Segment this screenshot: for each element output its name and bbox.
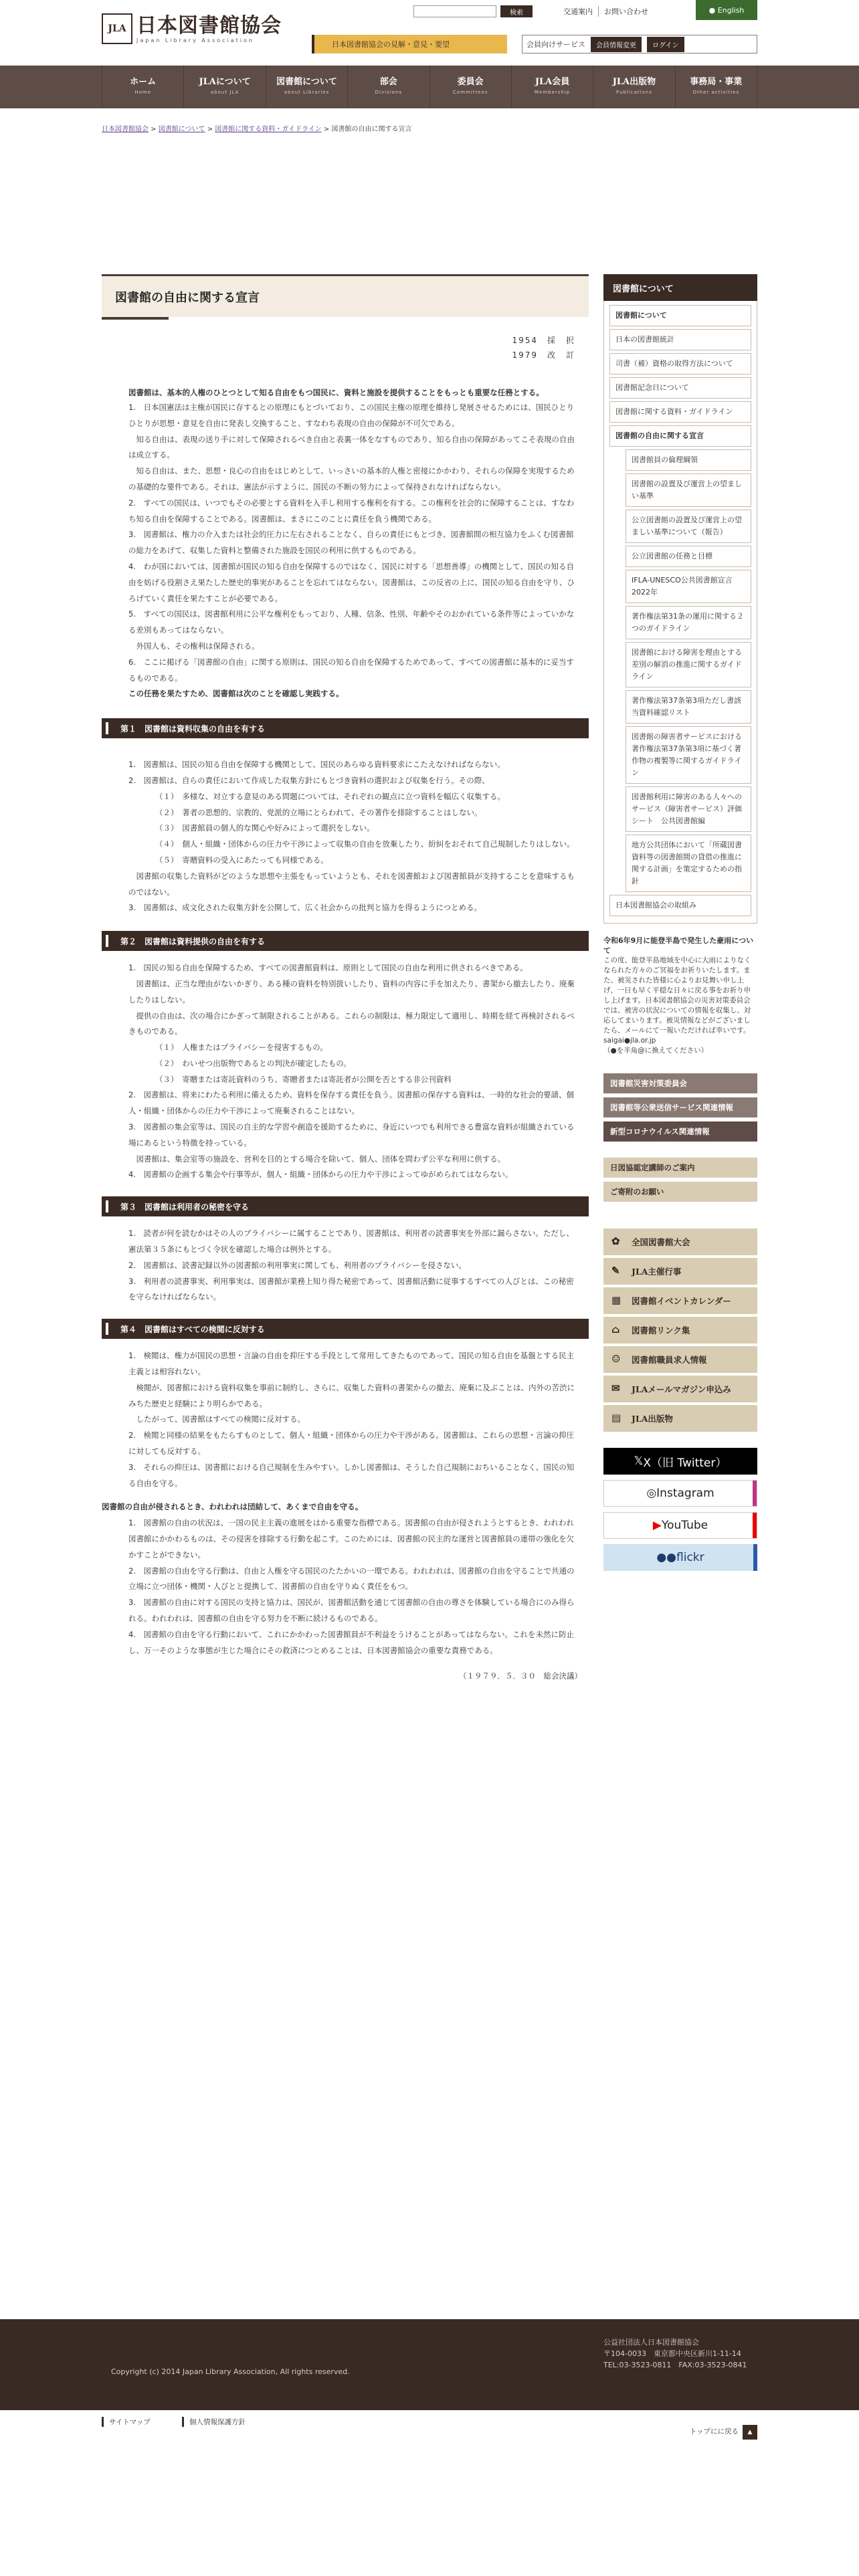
contact-link[interactable]: お問い合わせ (598, 6, 654, 17)
youtube-icon: ▶ (652, 1519, 662, 1532)
section-heading: 第４ 図書館はすべての検閲に反対する (102, 1319, 589, 1339)
side-banner[interactable]: 新型コロナウイルス関連情報 (603, 1121, 757, 1142)
breadcrumb (102, 123, 757, 134)
sidebar-item[interactable]: 著作権法第37条第3項ただし書該当資料確認リスト (626, 690, 751, 724)
sns-label: X（旧 Twitter） (643, 1456, 727, 1470)
x-logo-icon: 𝕏 (634, 1455, 644, 1468)
search-input[interactable] (413, 5, 496, 17)
declaration-lead: 図書館は、基本的人権のひとつとして知る自由をもつ国民に、資料と施設を提供することをもっとも重要な任務とする。 (128, 388, 544, 397)
gnav-label: JLAについて (199, 77, 251, 87)
ribbon-icon: ✿ (611, 1235, 620, 1247)
flickr-icon: ●● (656, 1551, 677, 1564)
opinion-banner[interactable] (312, 35, 507, 53)
sidebar-item[interactable]: 図書館に関する資料・ガイドライン (609, 401, 751, 423)
sidebar-item[interactable]: 公立図書館の任務と目標 (626, 546, 751, 567)
gnav-label: ホーム (130, 77, 157, 87)
sidebar-item[interactable]: 公立図書館の設置及び運営上の望ましい基準について（報告） (626, 510, 751, 543)
gnav-sublabel: Other activities (692, 90, 740, 95)
footer-address (603, 2337, 747, 2371)
section-paragraph: 2. 図書館は、読書記録以外の図書館の利用事実に関しても、利用者のプライバシーを侵さない。 (128, 1260, 466, 1270)
pagetop-link[interactable] (690, 2425, 757, 2440)
side-banner[interactable]: ご寄附のお願い (603, 1182, 757, 1202)
gnav-item-4[interactable] (430, 66, 511, 108)
gnav-item-0[interactable] (102, 66, 183, 108)
side-link-1[interactable] (603, 1258, 757, 1285)
sidebar-item[interactable]: 図書館について (609, 305, 751, 326)
gnav-label: 部会 (379, 77, 397, 87)
flickr-link[interactable] (603, 1544, 757, 1571)
side-link-4[interactable] (603, 1346, 757, 1373)
closing-list (115, 1515, 578, 1658)
side-banner[interactable]: 日図協認定講師のご案内 (603, 1158, 757, 1178)
section-body (115, 1348, 578, 1491)
side-banner[interactable]: 図書館災害対策委員会 (603, 1073, 757, 1093)
closing-lead-text: 図書館の自由が侵されるとき、われわれは団結して、あくまで自由を守る。 (102, 1502, 363, 1512)
search-form (413, 5, 533, 17)
closing-lead (102, 1499, 589, 1515)
adoption-dates (102, 333, 589, 362)
utility-links (558, 6, 654, 17)
preamble-paragraph: 1. 日本国憲法は主権が国民に存するとの原理にもとづいており、この国民主権の原理を維持し発展させるためには、国民ひとりひとりが思想・意見を自由に発表し交換すること、すなわち表現の自由の保障が不可欠である。 (128, 403, 575, 428)
footer-tel: TEL:03-3523-0811 FAX:03-3523-0841 (603, 2361, 747, 2369)
preamble-paragraph: 3. 図書館は、権力の介入または社会的圧力に左右されることなく、自らの責任にもとづき、図書館間の相互協力をふくむ図書館の総力をあげて、収集した資料と整備された施設を国民の利用に供するものである。 (128, 530, 574, 556)
copyright: Copyright (c) 2014 Japan Library Association, All rights reserved. (111, 2367, 350, 2376)
quake-mail: saigai●jla.or.jp (603, 1037, 656, 1045)
section-paragraph: 提供の自由は、次の場合にかぎって制限されることがある。これらの制限は、極力限定して適用し、時期を経て再検討されるべきものである。 (128, 1010, 575, 1037)
gnav-sublabel: Committees (452, 90, 488, 95)
page-title: 図書館の自由に関する宣言 (102, 274, 589, 317)
sidebar-item[interactable]: 日本図書館協会の取組み (609, 895, 751, 916)
logo-title: 日本図書館協会 (136, 13, 282, 37)
sidebar-item[interactable]: 図書館の設置及び運営上の望ましい基準 (626, 473, 751, 507)
side-link-label: JLAメールマガジン申込み (632, 1384, 731, 1394)
sns-accent-bar (753, 1448, 757, 1475)
person-icon: ☺ (611, 1353, 621, 1365)
footer-links (102, 2409, 757, 2436)
side-link-label: JLA出版物 (632, 1414, 673, 1424)
quake-notice (603, 936, 757, 1056)
side-link-label: 図書館リンク集 (632, 1325, 690, 1335)
gnav-label: 委員会 (457, 77, 484, 87)
globe-icon: ● (708, 5, 718, 15)
side-link-5[interactable] (603, 1376, 757, 1402)
gnav-label: JLA出版物 (612, 77, 656, 87)
sns-accent-bar (753, 1481, 757, 1506)
gnav-sublabel: about Libraries (284, 90, 330, 95)
logo-mark: JLA (102, 13, 132, 44)
side-link-label: JLA主催行事 (632, 1267, 682, 1277)
gnav-item-6[interactable] (593, 66, 674, 108)
section-paragraph: 図書館は、集会室等の施設を、営利を目的とする場合を除いて、個人、団体を問わず公平な利用に供する。 (128, 1154, 506, 1164)
side-link-label: 全国図書館大会 (632, 1237, 690, 1247)
preamble-paragraph: 6. ここに掲げる「図書館の自由」に関する原則は、国民の知る自由を保障するためであって、すべての図書館に基本的に妥当するものである。 (128, 657, 574, 683)
sns-label: YouTube (661, 1519, 708, 1532)
gnav-item-2[interactable] (266, 66, 347, 108)
side-link-2[interactable] (603, 1287, 757, 1314)
section-paragraph: 2. 検閲と同様の結果をもたらすものとして、個人・組織・団体からの圧力や干渉がある。図書館は、これらの思想・言論の抑圧に対しても反対する。 (128, 1430, 575, 1457)
sitemap-link[interactable]: サイトマップ (102, 2417, 151, 2427)
section-subitem: （２） 著者の思想的、宗教的、党派的立場にとらわれて、その著作を排除することはしない。 (155, 807, 482, 817)
title-underline (102, 317, 169, 320)
section-heading: 第３ 図書館は利用者の秘密を守る (102, 1196, 589, 1216)
gnav-item-3[interactable] (347, 66, 429, 108)
preamble-paragraph: 2. すべての国民は、いつでもその必要とする資料を入手し利用する権利を有する。この権利を社会的に保障することは、すなわち知る自由を保障することである。図書館は、まさにこのことに責任を負う機関である。 (128, 498, 575, 524)
footer-addr: 〒104-0033 東京都中央区新川1-11-14 (603, 2349, 741, 2358)
preamble-paragraph: 5. すべての国民は、図書館利用に公平な権利をもっており、人種、信条、性別、年齢やそのおかれている条件等によっていかなる差別もあってはならない。 (128, 609, 575, 635)
site-header (102, 0, 757, 66)
gnav-label: JLA会員 (535, 77, 570, 87)
quake-title[interactable]: 令和6年9月に能登半島で発生した豪雨について (603, 936, 754, 955)
gnav-item-7[interactable] (675, 66, 757, 108)
section-paragraph: 図書館は、正当な理由がないかぎり、ある種の資料を特別扱いしたり、資料の内容に手を加えたり、書架から撤去したり、廃棄したりはしない。 (128, 978, 575, 1004)
side-link-3[interactable] (603, 1317, 757, 1344)
gnav-label: 図書館について (276, 77, 337, 87)
calendar-icon: ▦ (611, 1294, 622, 1306)
sns-accent-bar (753, 1513, 757, 1538)
preamble-paragraph: 4. わが国においては、図書館が国民の知る自由を保障するのではなく、国民に対する「思想善導」の機関として、国民の知る自由を妨げる役割さえ果たした歴史的事実があることを忘れてはならない。図書館は、この反省の上に、国民の知る自由を守り、ひろげていく責任を果たすことが必要である。 (128, 561, 575, 603)
members-box (522, 35, 757, 53)
section-body (115, 757, 578, 916)
section-body (115, 1226, 578, 1305)
gnav-sublabel: Home (134, 90, 152, 95)
section-subitem: （５） 寄贈資料の受入にあたっても同様である。 (155, 855, 328, 865)
breadcrumb-current: 図書館の自由に関する宣言 (331, 126, 412, 133)
preamble-paragraph: 知る自由は、表現の送り手に対して保障されるべき自由と表裏一体をなすものであり、知る自由の保障があってこそ表現の自由は成立する。 (128, 434, 575, 460)
sns-list (603, 1448, 757, 1571)
breadcrumb-sep: > (205, 126, 215, 133)
revised-date: 1979 改 訂 (512, 350, 575, 360)
youtube-link[interactable] (603, 1512, 757, 1539)
pagetop-label: トップにに戻る (689, 2428, 739, 2436)
section-subitem: （１） 多様な、対立する意見のある問題については、それぞれの観点に立つ資料を幅広く収集する。 (155, 791, 506, 801)
instagram-link[interactable] (603, 1480, 757, 1507)
sidebar-item[interactable]: 地方公共団体において「所蔵図書資料等の図書館間の貸借の推進に関する計画」を策定するための指針 (626, 835, 751, 892)
section-paragraph: 2. 図書館は、将来にわたる利用に備えるため、資料を保存する責任を負う。図書館の保存する資料は、一時的な社会的要請、個人・組織・団体からの圧力や干渉によって廃棄されることはない。 (128, 1090, 575, 1116)
sns-accent-bar (753, 1544, 757, 1571)
gnav-sublabel: Publications (615, 90, 652, 95)
preamble-paragraph: 知る自由は、また、思想・良心の自由をはじめとして、いっさいの基本的人権と密接にかかわり、それらの保障を実現するための基礎的な要件である。それは、憲法が示すように、国民の不断の努力によって保持されなければならない。 (128, 466, 575, 492)
sidebar-item[interactable]: 図書館の障害者サービスにおける著作権法第37条第3項に基づく著作物の複製等に関するガイドライン (626, 726, 751, 784)
section-subitem: （４） 個人・組織・団体からの圧力や干渉によって収集の自由を放棄したり、紛糾をおそれて自己規制したりはしない。 (155, 839, 575, 849)
section-paragraph: 3. 図書館は、成文化された収集方針を公開して、広く社会からの批判と協力を得るようにつとめる。 (128, 903, 482, 913)
members-label: 会員向けサービス (527, 40, 585, 49)
preamble-conclusion: この任務を果たすため、図書館は次のことを確認し実践する。 (128, 689, 344, 699)
sidebar-item[interactable]: 図書館の自由に関する宣言 (609, 425, 751, 447)
section-paragraph: 1. 国民の知る自由を保障するため、すべての図書館資料は、原則として国民の自由な利用に供されるべきである。 (128, 963, 528, 973)
banner-list-2 (603, 1158, 757, 1202)
side-link-label: 図書館職員求人情報 (632, 1355, 707, 1365)
section-body (115, 960, 578, 1183)
mail-icon: ✉ (611, 1382, 620, 1394)
banner-list (603, 1073, 757, 1142)
sidebar-item[interactable]: IFLA-UNESCO公共図書館宣言2022年 (626, 570, 751, 603)
section-paragraph: 図書館の収集した資料がどのような思想や主張をもっていようとも、それを図書館および図書館員が支持することを意味するものではない。 (128, 871, 575, 897)
global-nav (0, 66, 859, 108)
sidebar-item[interactable]: 図書館利用に障害のある人々へのサービス（障害者サービス）評価シート 公共図書館編 (626, 786, 751, 832)
arrow-up-icon: ▲ (743, 2425, 757, 2440)
section-paragraph: 3. それらの抑圧は、図書館における自己規制を生みやすい。しかし図書館は、そうした自己規制におちいることなく、国民の知る自由を守る。 (128, 1462, 575, 1488)
main-content (102, 274, 589, 1681)
pen-icon: ✎ (611, 1265, 620, 1277)
section-subitem: （２） わいせつ出版物であるとの判決が確定したもの。 (155, 1058, 351, 1068)
gnav-label: 事務局・事業 (690, 77, 743, 87)
section-paragraph: 3. 図書館の集会室等は、国民の自主的な学習や創造を援助するために、身近にいつでも利用できる豊富な資料が組織されている場にあるという特徴を持っている。 (128, 1122, 575, 1148)
member-info-button[interactable]: 会員情報変更 (591, 37, 642, 52)
sidebar-item[interactable]: 司書（補）資格の取得方法について (609, 353, 751, 374)
section-heading: 第２ 図書館は資料提供の自由を有する (102, 931, 589, 951)
sidebar-item[interactable]: 著作権法第31条の運用に関する２つのガイドライン (626, 606, 751, 639)
footer-org: 公益社団法人日本図書館協会 (603, 2338, 699, 2347)
sns-label: Instagram (656, 1487, 714, 1500)
breadcrumb-sep: > (149, 126, 159, 133)
closing-paragraph: 1. 図書館の自由の状況は、一国の民主主義の進展をはかる重要な指標である。図書館の自由が侵されようとするとき、われわれ図書館にかかわるものは、その侵害を排除する行動を起こす。このためには、図書館の民主的な運営と図書館員の連帯の強化を欠かすことができない。 (128, 1518, 575, 1560)
gnav-sublabel: about JLA (210, 90, 240, 95)
section-subitem: （３） 寄贈または寄託資料のうち、寄贈者または寄託者が公開を否とする非公刊資料 (155, 1074, 452, 1084)
quake-note: （●を半角@に換えてください） (603, 1047, 708, 1055)
sidebar (603, 274, 757, 1576)
sidebar-item[interactable]: 図書館における障害を理由とする差別の解消の推進に関するガイドライン (626, 642, 751, 687)
section-paragraph: 1. 検閲は、権力が国民の思想・言論の自由を抑圧する手段として常用してきたものであって、国民の知る自由を基盤とする民主主義とは相容れない。 (128, 1351, 575, 1377)
site-logo[interactable] (102, 13, 282, 44)
section-paragraph: 検閲が、図書館における資料収集を事前に制約し、さらに、収集した資料の書架からの撤去、廃棄に及ぶことは、内外の苦渋にみちた歴史と経験により明らかである。 (128, 1382, 575, 1408)
breadcrumb-link-guidelines[interactable]: 図書館に関する資料・ガイドライン (215, 126, 322, 133)
english-label: English (717, 5, 745, 15)
section-paragraph: したがって、図書館はすべての検閲に反対する。 (128, 1414, 306, 1424)
access-link[interactable]: 交通案内 (563, 7, 593, 16)
section-heading: 第１ 図書館は資料収集の自由を有する (102, 718, 589, 738)
site-footer (0, 2319, 859, 2410)
login-button[interactable]: ログイン (647, 37, 684, 52)
adopted-date: 1954 採 択 (512, 336, 575, 345)
gnav-item-5[interactable] (511, 66, 593, 108)
sidebar-item[interactable]: 図書館員の倫理綱領 (626, 449, 751, 471)
sidebar-menu (603, 301, 757, 924)
logo-subtitle: Japan Library Association (136, 37, 254, 43)
gnav-sublabel: Membership (534, 90, 571, 95)
side-link-6[interactable] (603, 1405, 757, 1432)
section-paragraph: 1. 読者が何を読むかはその人のプライバシーに属することであり、図書館は、利用者の読書事実を外部に漏らさない。ただし、憲法第３５条にもとづく令状を確認した場合は例外とする。 (128, 1228, 574, 1255)
side-link-label: 図書館イベントカレンダー (632, 1296, 731, 1306)
section-paragraph: 3. 利用者の読書事実、利用事実は、図書館が業務上知り得た秘密であって、図書館活動に従事するすべての人びとは、この秘密を守らなければならない。 (128, 1276, 574, 1302)
side-banner[interactable]: 図書館等公衆送信サービス関連情報 (603, 1097, 757, 1117)
building-icon: ⌂ (611, 1323, 620, 1335)
section-paragraph: 4. 図書館の企画する集会や行事等が、個人・組織・団体からの圧力や干渉によってゆがめられてはならない。 (128, 1170, 513, 1180)
section-subitem: （１） 人権またはプライバシーを侵害するもの。 (155, 1043, 328, 1053)
book-icon: ▤ (611, 1412, 622, 1424)
section-paragraph: 2. 図書館は、自らの責任において作成した収集方針にもとづき資料の選択および収集を行う。その際、 (128, 775, 490, 785)
link-list (603, 1228, 757, 1432)
breadcrumb-sep: > (321, 126, 332, 133)
closing-paragraph: 3. 図書館の自由に対する国民の支持と協力は、国民が、図書館活動を通じて図書館の自由の尊さを体験している場合にのみ得られる。われわれは、図書館の自由を守る努力を不断に続けるものである。 (128, 1598, 575, 1623)
section-paragraph: 1. 図書館は、国民の知る自由を保障する機関として、国民のあらゆる資料要求にこたえなければならない。 (128, 760, 505, 770)
preamble-paragraph: 外国人も、その権利は保障される。 (128, 641, 260, 651)
sidebar-item[interactable]: 日本の図書館統計 (609, 329, 751, 350)
closing-paragraph: 4. 図書館の自由を守る行動において、これにかかわった図書館員が不利益をうけることがあってはならない。これを未然に防止し、万一そのような事態が生じた場合にその救済につとめることは、日本図書館協会の重要な責務である。 (128, 1629, 575, 1655)
quake-text: この度、能登半島地域を中心に大雨によりなくなられた方々のご冥福をお祈りいたします。また、被災された皆様に心よりお見舞い申し上げ、一日も早く平穏な日々に戻る事をお祈り申し上げます。日本図書館協会の災害対策委員会では、被害の状況についての情報を収集し、対応してまいります。被災情報などがございましたら、メールにて一報いただければ幸いです。 (603, 956, 751, 1035)
gnav-sublabel: Divisions (375, 90, 402, 95)
side-link-0[interactable] (603, 1228, 757, 1255)
english-button[interactable] (696, 0, 757, 20)
sidebar-item[interactable]: 図書館記念日について (609, 377, 751, 399)
breadcrumb-link-libraries[interactable]: 図書館について (158, 126, 205, 133)
breadcrumb-link-home[interactable]: 日本図書館協会 (102, 126, 149, 133)
opinion-label: 日本図書館協会の見解・意見・要望 (332, 40, 450, 49)
preamble (115, 400, 578, 702)
sidebar-title: 図書館について (603, 274, 757, 301)
section-subitem: （３） 図書館員の個人的な関心や好みによって選択をしない。 (155, 823, 375, 833)
gnav-item-1[interactable] (183, 66, 265, 108)
search-button[interactable]: 検索 (500, 5, 533, 17)
privacy-link[interactable]: 個人情報保護方針 (182, 2417, 246, 2427)
sns-label: flickr (676, 1551, 704, 1564)
resolution-note: （１９７９．５．３０ 総会決議） (459, 1671, 582, 1681)
x-twitter-link[interactable] (603, 1448, 757, 1475)
instagram-icon: ◎ (646, 1487, 657, 1500)
closing-paragraph: 2. 図書館の自由を守る行動は、自由と人権を守る国民のたたかいの一環である。われわれは、図書館の自由を守ることで共通の立場に立つ団体・機関・人びとと提携して、図書館の自由を守りぬく責任をもつ。 (128, 1566, 575, 1592)
